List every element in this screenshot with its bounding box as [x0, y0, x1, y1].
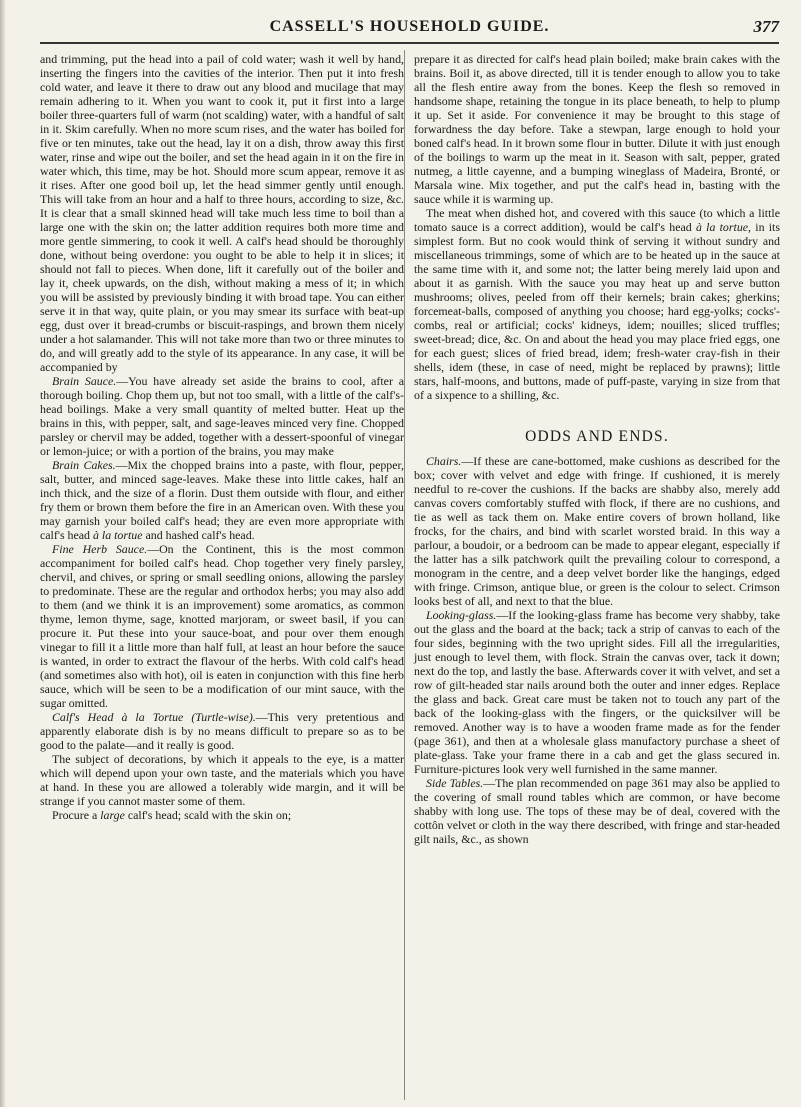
- paragraph: Chairs.—If these are cane-bottomed, make cushions as described for the box; cover with velvet and edge with fringe. If cushioned, it is merely needful to re-cover the cushions. If the backs are shabby also, merely add canvas covers comfortably stuffed with flock, if there are no cushions, and tie as well as tack them on. Make entire covers of brown holland, like frocks, for the chairs, and bind with scarlet worsted braid. In this way a parlour, a boudoir, or a bedroom can be made to appear elegant, especially if the latter has a silk patchwork quilt the prevailing colour to correspond, a monogram in the centre, and a deep velvet border like the hangings, edged with fringe. Crimson, antique blue, or green is the colour to select. Crimson looks best of all, and next to that the blue.: [414, 454, 780, 608]
- subheading-brain-sauce: Brain Sauce.: [52, 374, 117, 388]
- subheading-fine-herb-sauce: Fine Herb Sauce.: [52, 542, 148, 556]
- subheading-looking-glass: Looking-glass.: [426, 608, 497, 622]
- left-column: [40, 52, 404, 822]
- paragraph: Looking-glass.—If the looking-glass frame has become very shabby, take out the glass and the board at the back; tack a strip of canvas to each of the four sides, beginning with the two upright sides. Fill all the irregularities, just enough to level them, with flock. Strain the canvas over, tack it down; next do the top, and lastly the base. Afterwards cover it with velvet, and set a row of gilt-headed star nails around both the outer and inner edges. Replace the glass and back. Great care must be taken not to touch any part of the back of the looking-glass with the fingers, or the quicksilver will be removed. Another way is to have a wooden frame made as for the fender (page 361), and then at a wholesale glass manufactory purchase a sheet of plate-glass. Take your frame there in a cab and get the glass secured in. Furniture-pictures look very well furnished in the same manner.: [414, 608, 780, 776]
- column-divider: [404, 50, 405, 1100]
- paragraph: Fine Herb Sauce.—On the Continent, this is the most common accompaniment for boiled calf's head. Chop together very finely parsley, chervil, and chives, or spring or small seedling onions, allowing the parsley to predominate. These are the regular and orthodox herbs; you may also add to them (and we think it is an improvement) some aromatics, as common thyme, lemon thyme, sage, knotted marjoram, or sweet basil, if you can procure it. Put these into your sauce-boat, and pour over them enough vinegar to fill it a little more than half full, at least an hour before the sauce is wanted, in order to extract the flavour of the herbs. With cold calf's head (and sometimes also with hot), oil is eaten in conjunction with this fine herb sauce, which will be seen to be a modification of our mint sauce, with the sugar omitted.: [40, 542, 404, 710]
- running-head: CASSELL'S HOUSEHOLD GUIDE.: [269, 18, 550, 35]
- paragraph: and trimming, put the head into a pail of cold water; wash it well by hand, inserting the fingers into the cavities of the interior. Then put it into fresh cold water, and leave it there to draw out any blood and mucilage that may remain adhering to it. When you want to cook it, put it first into a large boiler three-quarters full of warm (not scalding) water, with a handful of salt in it. Skim carefully. When no more scum rises, and the water has boiled for five or ten minutes, take out the head, lay it on a dish, throw away this first water, rinse and wipe out the boiler, and set the head again in it on the fire in water which, this time, may be hot. Should more scum appear, remove it as it rises. After one good boil up, let the head simmer gently until enough. This will take from an hour and a half to three hours, according to size, &c. It is clear that a small skinned head will take much less time to boil than a large one with the skin on; the latter addition requires both more time and more gentle simmering, to cook it well. A calf's head should be thoroughly done, without being overdone: you ought to be able to help it in slices; it should not fall to pieces. When done, lift it carefully out of the boiler and lay it, cheek upwards, on the dish, without making a mess of it; in which you will be assisted by previously binding it with broad tape. You can either serve it in that way, quite plain, or you may smear its surface with beat-up egg, dust over it bread-crumbs or biscuit-raspings, and brown them nicely under a hot salamander. This will not take more than two or three minutes to do, and will greatly add to the style of its appearance. In any case, it will be accompanied by: [40, 52, 404, 374]
- paragraph: Procure a large calf's head; scald with the skin on;: [52, 808, 292, 822]
- page-number: 377: [753, 17, 779, 36]
- paragraph: prepare it as directed for calf's head plain boiled; make brain cakes with the brains. Boil it, as above directed, till it is tender enough to allow you to take all the flesh entire away from the bones. Keep the flesh so removed in handsome shape, retaining the tongue in its place beneath, to help to plump it up. Set it aside. For convenience it may be brought to this stage of forwardness the day before. Take a stewpan, large enough to hold your boned calf's head. In it brown some flour in butter. Dilute it with just enough of the boilings to warm up the meat in it. Season with salt, pepper, grated nutmeg, a little cayenne, and a bumping wineglass of Madeira, Bronté, or Marsala wine. Mix together, and put the calf's head in, basting with the sauce while it is warming up.: [414, 52, 780, 206]
- page-header: [40, 16, 779, 42]
- subheading-side-tables: Side Tables.: [426, 776, 484, 790]
- page-edge-shadow: [0, 0, 6, 1107]
- paragraph: Brain Cakes.—Mix the chopped brains into a paste, with flour, pepper, salt, butter, and minced sage-leaves. Make these into little cakes, half an inch thick, and the size of a florin. Dust them outside with flour, and either fry them or brown them before the fire in an American oven. With these you may garnish your boiled calf's head; they are even more appropriate with calf's head à la tortue and hashed calf's head.: [40, 458, 404, 542]
- paragraph: The meat when dished hot, and covered with this sauce (to which a little tomato sauce is a correct addition), would be calf's head à la tortue, in its simplest form. But no cook would think of serving it without sundry and miscellaneous trimmings, some of which are to be heated up in the sauce at the same time with it, and some not; the latter being merely laid upon and about it as garnish. With the sauce you may heat up and serve button mushrooms; olives, peeled from off their kernels; brain cakes; gherkins; forcemeat-balls, composed of anything you choose; hard egg-yolks; cocks'-combs, real or artificial; cocks' kidneys, idem; nouilles; sliced truffles; sweet-bread; dice, &c. On and about the head you may place fried eggs, one for each guest; slices of fried bread, idem; fresh-water cray-fish in their shells, idem (these, in case of need, might be replaced by prawns); little stars, half-moons, and buttons, made of puff-paste, varying in size from that of a sixpence to a shilling, &c.: [414, 206, 780, 402]
- right-column: [414, 52, 780, 846]
- paragraph: Calf's Head à la Tortue (Turtle-wise).—This very pretentious and apparently elaborate dish is by no means difficult to prepare so as to be good to the palate—and it really is good.: [40, 710, 404, 752]
- subheading-calfs-head-tortue: Calf's Head à la Tortue (Turtle-wise).: [52, 710, 256, 724]
- header-rule: [40, 42, 779, 44]
- paragraph: Side Tables.—The plan recommended on page 361 may also be applied to the covering of small round tables which are common, or have become shabby with long use. The tops of these may be of deal, covered with the cottôn velvet or cloth in the way there described, with fringe and star-headed gilt nails, &c., as shown: [414, 776, 780, 846]
- subheading-brain-cakes: Brain Cakes.: [52, 458, 116, 472]
- paragraph: Brain Sauce.—You have already set aside the brains to cool, after a thorough boiling. Chop them up, but not too small, with a little of the calf's-head boilings. Make a very small quantity of melted butter. Heat up the brains in this, with pepper, salt, and sage-leaves minced very fine. Chopped parsley or chervil may be added, together with a dessert-spoonful of vinegar or lemon-juice; or with a portion of the brains, you may make: [40, 374, 405, 458]
- subheading-chairs: Chairs.: [426, 454, 462, 468]
- section-heading: ODDS AND ENDS.: [525, 428, 669, 445]
- paragraph: The subject of decorations, by which it appeals to the eye, is a matter which will depend upon your own taste, and the materials which you have at hand. In these you are allowed a tolerably wide margin, and it will be strange if you cannot master some of them.: [40, 752, 404, 808]
